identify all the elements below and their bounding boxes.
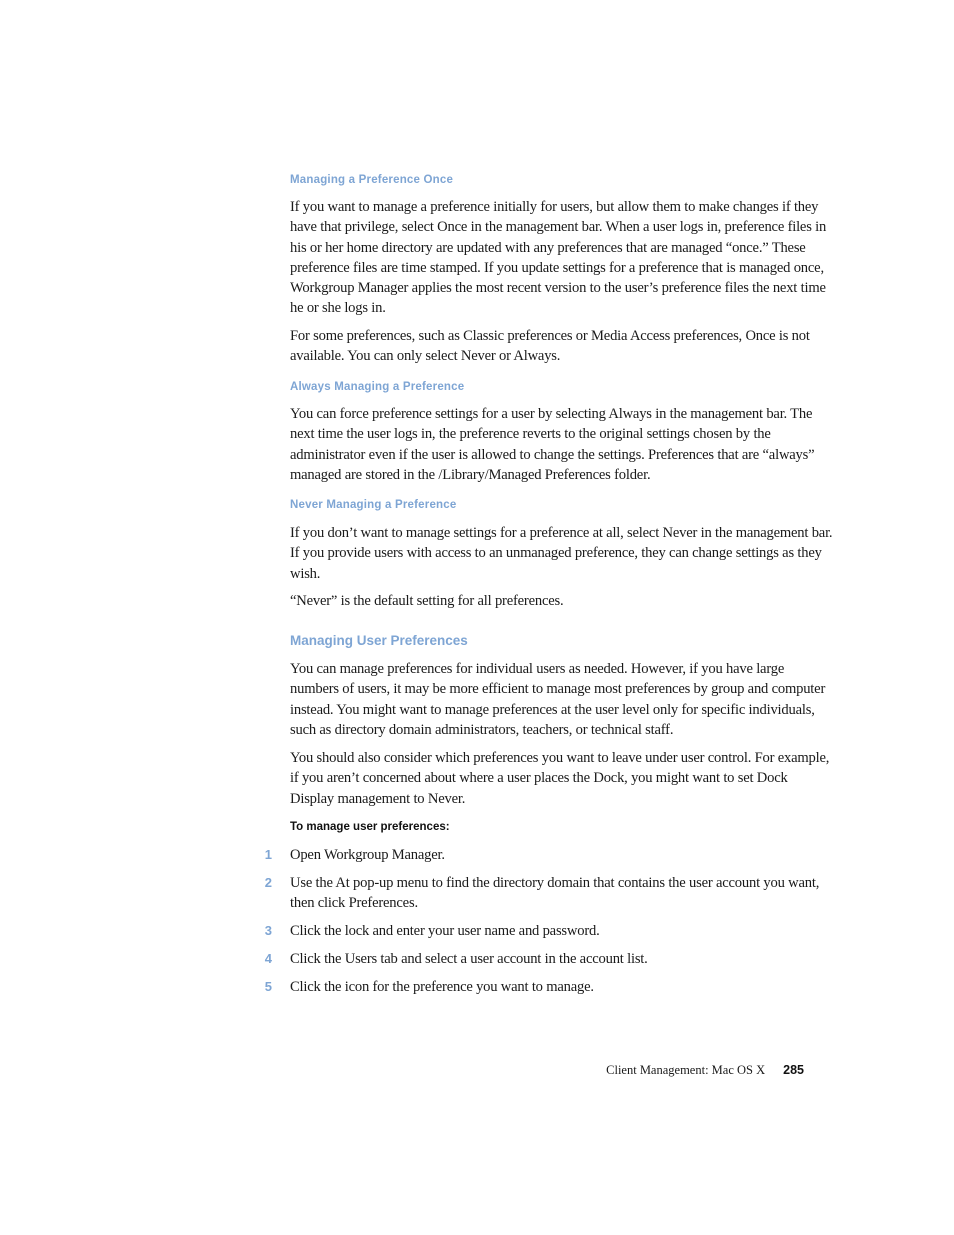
heading-managing-user-preferences: Managing User Preferences (290, 633, 468, 648)
step-number: 4 (264, 951, 272, 966)
step-text: Click the icon for the preference you want to manage. (290, 979, 594, 995)
paragraph-never-2: “Never” is the default setting for all preferences. (290, 593, 564, 609)
task-heading: To manage user preferences: (290, 821, 450, 833)
step-number: 5 (264, 979, 272, 994)
step-text: Use the At pop-up menu to find the directory domain that contains the user account you want, then click Preferences. (290, 875, 820, 912)
page-number: 285 (783, 1063, 804, 1077)
heading-always-managing: Always Managing a Preference (290, 381, 465, 393)
step-number: 3 (264, 923, 272, 938)
footer-title: Client Management: Mac OS X (606, 1063, 766, 1077)
paragraph-always-1: You can force preference settings for a user by selecting Always in the management bar. The next time the user logs in, the preference reverts to the original settings chosen by the administrator even if the user is allowed to change the settings. Preferences that are “always” managed are stored in the /Library/Managed Preferences folder. (290, 406, 815, 483)
step-number: 2 (264, 875, 272, 890)
heading-never-managing: Never Managing a Preference (290, 499, 457, 511)
step-number: 1 (264, 847, 272, 862)
paragraph-never-1: If you don’t want to manage settings for a preference at all, select Never in the management bar. If you provide users with access to an unmanaged preference, they can change settings as they wish. (290, 525, 833, 582)
paragraph-user-prefs-1: You can manage preferences for individual users as needed. However, if you have large numbers of users, it may be more efficient to manage most preferences by group and computer instead. You might want to manage preferences at the user level only for specific individuals, such as directory domain administrators, teachers, or technical staff. (290, 661, 826, 738)
page-footer (606, 1063, 804, 1078)
paragraph-once-1: If you want to manage a preference initially for users, but allow them to make changes if they have that privilege, select Once in the management bar. When a user logs in, preference files in his or her home directory are updated with any preferences that are managed “once.” These preference files are time stamped. If you update settings for a preference that is managed once, Workgroup Manager applies the most recent version to the user’s preference files the next time he or she logs in. (290, 199, 827, 317)
heading-managing-once: Managing a Preference Once (290, 174, 454, 186)
paragraph-once-2: For some preferences, such as Classic preferences or Media Access preferences, Once is not available. You can only select Never or Always. (290, 328, 810, 365)
step-text: Click the lock and enter your user name and password. (290, 923, 600, 939)
step-text: Open Workgroup Manager. (290, 847, 445, 863)
paragraph-user-prefs-2: You should also consider which preferences you want to leave under user control. For example, if you aren’t concerned about where a user places the Dock, you might want to set Dock Display management to Never. (290, 750, 830, 807)
step-text: Click the Users tab and select a user account in the account list. (290, 951, 648, 967)
